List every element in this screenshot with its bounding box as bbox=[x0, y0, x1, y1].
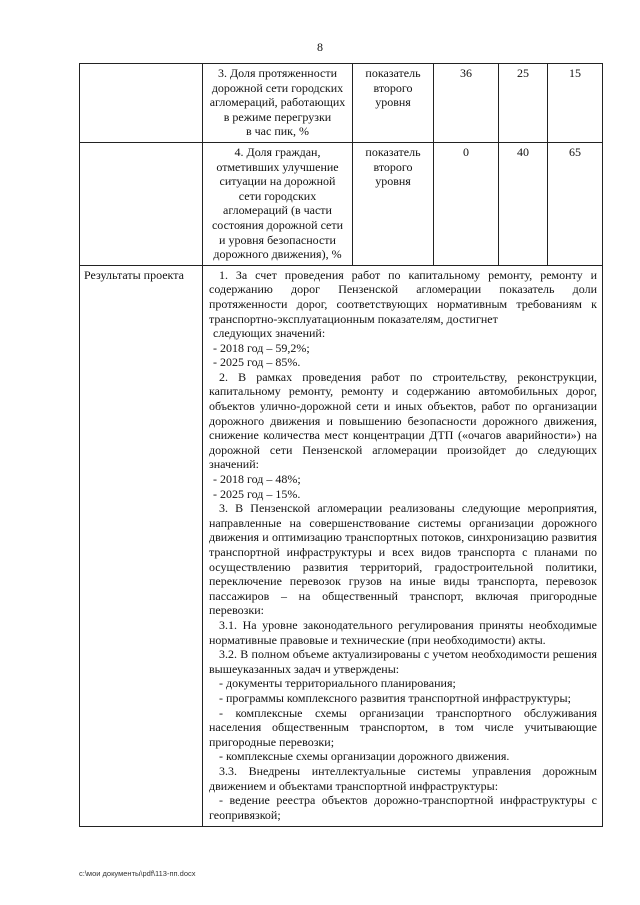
footer-file-path: c:\мои документы\pdf\113-пп.docx bbox=[79, 869, 196, 878]
indicator-type-line: второго bbox=[373, 159, 413, 174]
indicator-value-cell: 15 bbox=[548, 64, 603, 143]
indicator-value-cell: 0 bbox=[434, 142, 499, 265]
indicator-type-line: показатель bbox=[365, 144, 421, 159]
results-paragraph: 2. В рамках проведения работ по строительству, реконструкции, капитальному ремонту, ремонту и содержанию автомобильных дорог, объектов улично-дорожной сети и иных объектов, работ по организации дорожного движения и повышению безопасности дорожного движения, снижение количества мест концентрации ДТП («очагов аварийности») на дорожной сети Пензенской агломерации произойдет до следующих значений: bbox=[209, 369, 597, 472]
indicator-name-line: в режиме перегрузки bbox=[223, 109, 332, 124]
results-paragraph: 3.2. В полном объеме актуализированы с учетом необходимости решения вышеуказанных задач и утверждены: bbox=[209, 647, 597, 676]
results-paragraph: - ведение реестра объектов дорожно-транспортной инфраструктуры с геопривязкой; bbox=[209, 793, 597, 822]
indicator-name-line: агломераций, работающих bbox=[209, 95, 346, 110]
results-paragraph: - комплексные схемы организации транспортного обслуживания населения общественным транспортом, в том числе учитывающие пригородные перевозки; bbox=[209, 705, 597, 749]
indicator-type-line: второго bbox=[373, 80, 413, 95]
indicator-name-cell bbox=[203, 64, 353, 143]
indicator-type-cell bbox=[353, 142, 434, 265]
indicator-type-line: уровня bbox=[375, 95, 411, 110]
indicator-name-line: сети городских bbox=[238, 188, 317, 203]
results-paragraph: - 2018 год – 48%; bbox=[213, 472, 301, 487]
page-number: 8 bbox=[317, 40, 323, 54]
results-paragraph: 1. За счет проведения работ по капитальному ремонту, ремонту и содержанию дорог Пензенской агломерации показатель доли протяженности дорог, соответствующих нормативным требованиям к транспортно-эксплуатационным показателям, достигнет bbox=[209, 267, 597, 326]
indicator-name-line: и уровня безопасности bbox=[219, 232, 336, 247]
indicator-value-cell: 65 bbox=[548, 142, 603, 265]
results-paragraph: следующих значений: bbox=[213, 326, 326, 341]
indicator-name-line: отметивших улучшение bbox=[216, 159, 339, 174]
indicator-type-cell bbox=[353, 64, 434, 143]
indicator-name-line: дорожного движения), % bbox=[213, 247, 342, 262]
project-indicators-table bbox=[79, 63, 603, 827]
indicator-type-line: показатель bbox=[365, 66, 421, 80]
results-paragraph: - программы комплексного развития транспортной инфраструктуры; bbox=[219, 690, 571, 705]
results-paragraph: - 2018 год – 59,2%; bbox=[213, 340, 310, 355]
indicator-row bbox=[80, 142, 603, 265]
indicator-name-line: в час пик, % bbox=[245, 124, 310, 139]
indicator-value-cell: 25 bbox=[499, 64, 548, 143]
results-paragraph: 3.1. На уровне законодательного регулирования приняты необходимые нормативные правовые и технические (при необходимости) акты. bbox=[209, 617, 597, 647]
indicator-type-line: уровня bbox=[375, 174, 411, 189]
indicator-name-cell bbox=[203, 142, 353, 265]
indicator-name-line: 3. Доля протяженности bbox=[218, 66, 337, 80]
indicator-name-line: состояния дорожной сети bbox=[211, 217, 344, 232]
results-paragraph: 3.3. Внедрены интеллектуальные системы управления дорожным движением и объектами транспортной инфраструктуры: bbox=[209, 763, 597, 793]
indicator-name-line: ситуации на дорожной bbox=[219, 174, 336, 189]
indicator-row bbox=[80, 64, 603, 143]
results-content bbox=[203, 265, 603, 827]
empty-label-cell bbox=[80, 64, 203, 143]
indicator-name-line: дорожной сети городских bbox=[211, 80, 344, 95]
results-paragraph: - 2025 год – 85%. bbox=[213, 355, 301, 370]
indicator-value-cell: 40 bbox=[499, 142, 548, 265]
results-paragraph: - 2025 год – 15%. bbox=[213, 486, 301, 501]
results-row bbox=[80, 265, 603, 827]
results-label: Результаты проекта bbox=[80, 265, 203, 827]
results-paragraph: - документы территориального планирования; bbox=[219, 676, 456, 691]
results-paragraph: 3. В Пензенской агломерации реализованы следующие мероприятия, направленные на совершенствование системы организации дорожного движения и оптимизацию транспортных потоков, синхронизацию развития транспортной инфраструктуры и всех видов транспорта с планами по осуществлению развития территорий, градостроительной политики, переключение перевозок грузов на иные виды транспорта, перевозок пассажиров – на общественный транспорт, включая пригородные перевозки: bbox=[209, 501, 597, 618]
indicator-value-cell: 36 bbox=[434, 64, 499, 143]
results-paragraph: - комплексные схемы организации дорожного движения. bbox=[219, 749, 510, 764]
indicator-name-line: агломераций (в части bbox=[223, 203, 332, 218]
indicator-name-line: 4. Доля граждан, bbox=[234, 144, 321, 159]
empty-label-cell bbox=[80, 142, 203, 265]
